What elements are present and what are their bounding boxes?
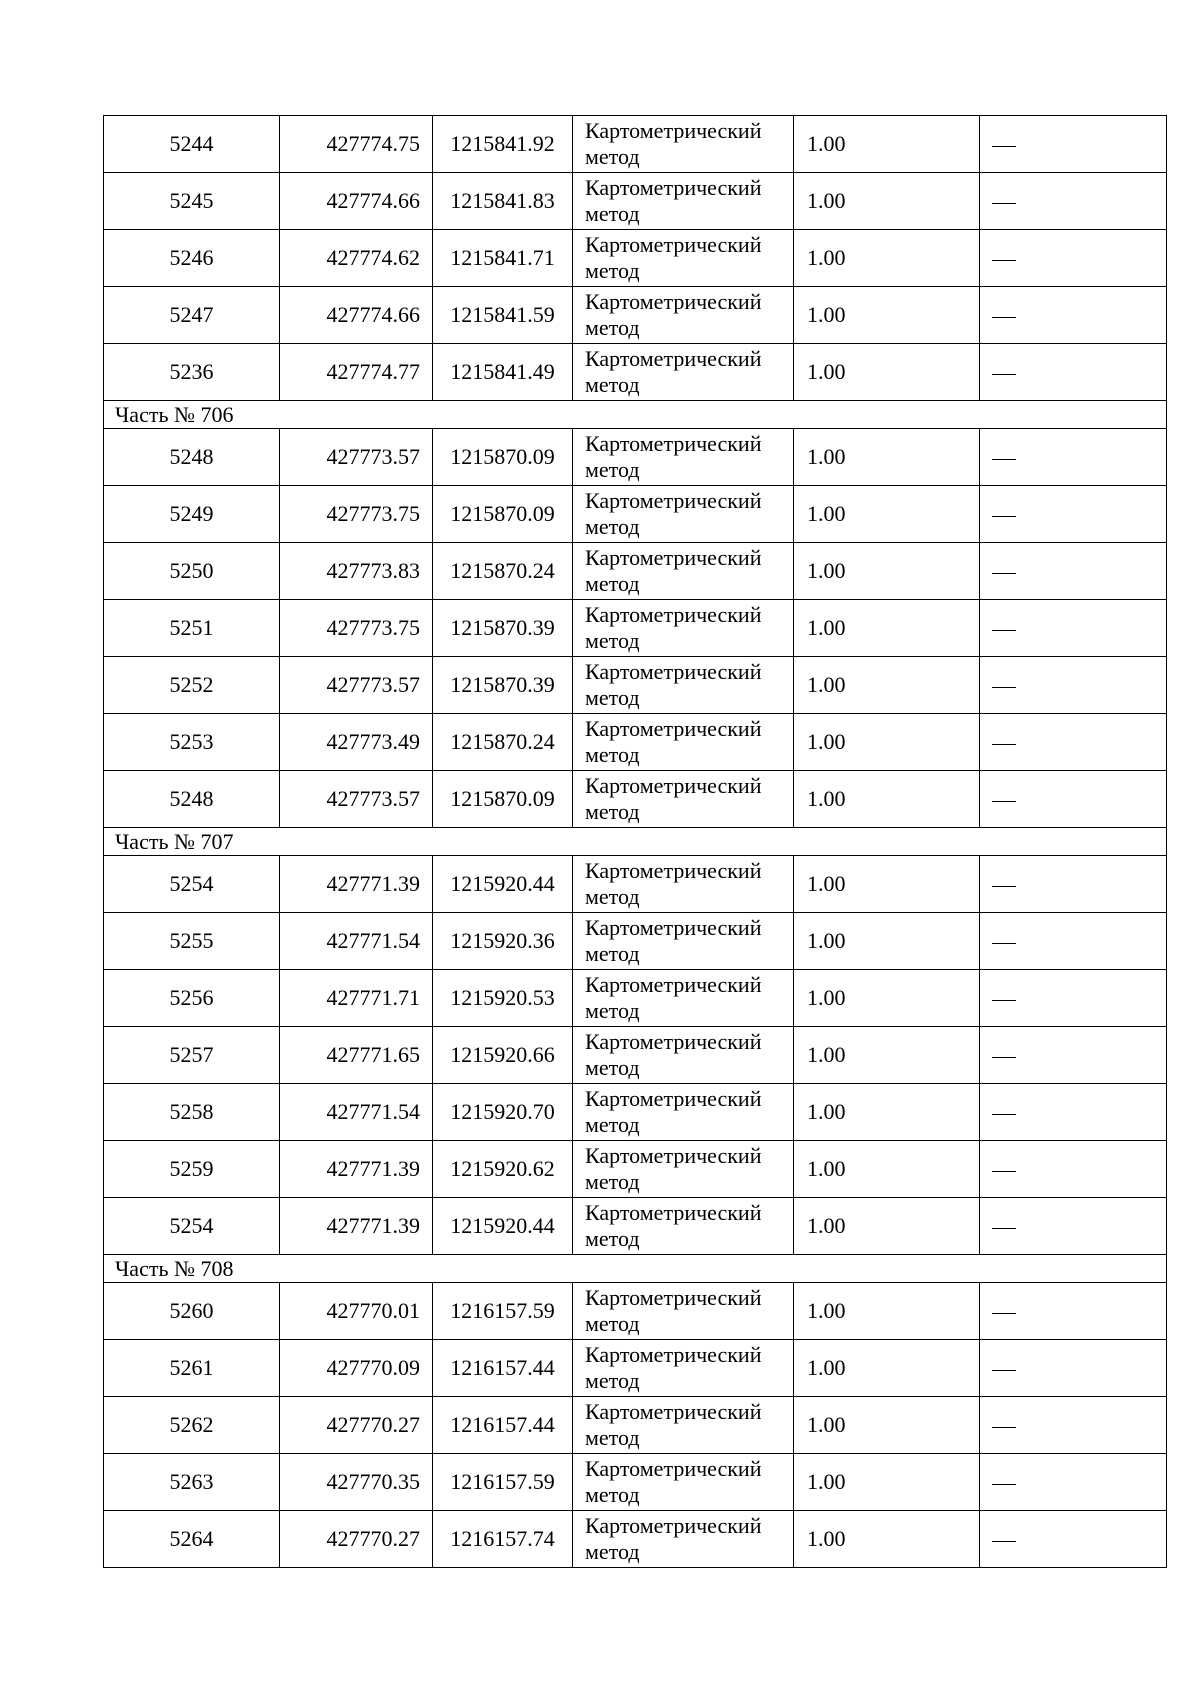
y-coordinate-cell: 1215920.66 bbox=[433, 1027, 573, 1084]
method-cell: Картометрический метод bbox=[573, 1027, 794, 1084]
method-cell: Картометрический метод bbox=[573, 657, 794, 714]
table-row bbox=[104, 543, 1167, 600]
y-coordinate-cell: 1215920.44 bbox=[433, 1198, 573, 1255]
x-coordinate-cell: 427773.57 bbox=[280, 771, 433, 828]
table-row bbox=[104, 1340, 1167, 1397]
accuracy-cell: 1.00 bbox=[794, 1084, 980, 1141]
method-cell: Картометрический метод bbox=[573, 543, 794, 600]
y-coordinate-cell: 1216157.44 bbox=[433, 1397, 573, 1454]
point-number-cell: 5244 bbox=[104, 116, 280, 173]
table-row bbox=[104, 600, 1167, 657]
method-cell: Картометрический метод bbox=[573, 970, 794, 1027]
method-cell: Картометрический метод bbox=[573, 856, 794, 913]
part-label: Часть № 708 bbox=[104, 1255, 1167, 1283]
method-cell: Картометрический метод bbox=[573, 1454, 794, 1511]
point-number-cell: 5254 bbox=[104, 1198, 280, 1255]
description-cell bbox=[980, 1283, 1167, 1340]
point-number-cell: 5262 bbox=[104, 1397, 280, 1454]
dash-mark bbox=[992, 260, 1016, 261]
description-cell bbox=[980, 1454, 1167, 1511]
accuracy-cell: 1.00 bbox=[794, 1283, 980, 1340]
description-cell bbox=[980, 1084, 1167, 1141]
description-cell bbox=[980, 714, 1167, 771]
dash-mark bbox=[992, 1370, 1016, 1371]
table-row bbox=[104, 173, 1167, 230]
point-number-cell: 5250 bbox=[104, 543, 280, 600]
dash-mark bbox=[992, 1228, 1016, 1229]
x-coordinate-cell: 427773.49 bbox=[280, 714, 433, 771]
y-coordinate-cell: 1215920.53 bbox=[433, 970, 573, 1027]
point-number-cell: 5245 bbox=[104, 173, 280, 230]
dash-mark bbox=[992, 1427, 1016, 1428]
point-number-cell: 5253 bbox=[104, 714, 280, 771]
x-coordinate-cell: 427770.35 bbox=[280, 1454, 433, 1511]
method-cell: Картометрический метод bbox=[573, 1511, 794, 1568]
dash-mark bbox=[992, 943, 1016, 944]
dash-mark bbox=[992, 744, 1016, 745]
accuracy-cell: 1.00 bbox=[794, 173, 980, 230]
y-coordinate-cell: 1215841.71 bbox=[433, 230, 573, 287]
description-cell bbox=[980, 1340, 1167, 1397]
dash-mark bbox=[992, 516, 1016, 517]
coordinates-table bbox=[103, 115, 1167, 1568]
y-coordinate-cell: 1216157.59 bbox=[433, 1454, 573, 1511]
x-coordinate-cell: 427773.75 bbox=[280, 600, 433, 657]
method-cell: Картометрический метод bbox=[573, 1340, 794, 1397]
point-number-cell: 5248 bbox=[104, 771, 280, 828]
method-cell: Картометрический метод bbox=[573, 1397, 794, 1454]
description-cell bbox=[980, 486, 1167, 543]
dash-mark bbox=[992, 317, 1016, 318]
table-row bbox=[104, 486, 1167, 543]
method-cell: Картометрический метод bbox=[573, 1084, 794, 1141]
accuracy-cell: 1.00 bbox=[794, 486, 980, 543]
y-coordinate-cell: 1215870.24 bbox=[433, 543, 573, 600]
x-coordinate-cell: 427771.39 bbox=[280, 856, 433, 913]
dash-mark bbox=[992, 1541, 1016, 1542]
point-number-cell: 5252 bbox=[104, 657, 280, 714]
dash-mark bbox=[992, 687, 1016, 688]
dash-mark bbox=[992, 1313, 1016, 1314]
accuracy-cell: 1.00 bbox=[794, 600, 980, 657]
table-row bbox=[104, 429, 1167, 486]
point-number-cell: 5254 bbox=[104, 856, 280, 913]
dash-mark bbox=[992, 801, 1016, 802]
method-cell: Картометрический метод bbox=[573, 116, 794, 173]
dash-mark bbox=[992, 459, 1016, 460]
x-coordinate-cell: 427774.66 bbox=[280, 173, 433, 230]
method-cell: Картометрический метод bbox=[573, 486, 794, 543]
description-cell bbox=[980, 1141, 1167, 1198]
dash-mark bbox=[992, 1484, 1016, 1485]
x-coordinate-cell: 427770.01 bbox=[280, 1283, 433, 1340]
method-cell: Картометрический метод bbox=[573, 344, 794, 401]
y-coordinate-cell: 1215870.09 bbox=[433, 429, 573, 486]
accuracy-cell: 1.00 bbox=[794, 771, 980, 828]
point-number-cell: 5248 bbox=[104, 429, 280, 486]
description-cell bbox=[980, 1198, 1167, 1255]
part-header-row bbox=[104, 828, 1167, 856]
table-row bbox=[104, 1511, 1167, 1568]
dash-mark bbox=[992, 374, 1016, 375]
dash-mark bbox=[992, 573, 1016, 574]
table-row bbox=[104, 771, 1167, 828]
y-coordinate-cell: 1215841.49 bbox=[433, 344, 573, 401]
table-row bbox=[104, 970, 1167, 1027]
y-coordinate-cell: 1215870.39 bbox=[433, 657, 573, 714]
description-cell bbox=[980, 657, 1167, 714]
y-coordinate-cell: 1216157.59 bbox=[433, 1283, 573, 1340]
point-number-cell: 5260 bbox=[104, 1283, 280, 1340]
y-coordinate-cell: 1215920.62 bbox=[433, 1141, 573, 1198]
dash-mark bbox=[992, 886, 1016, 887]
accuracy-cell: 1.00 bbox=[794, 543, 980, 600]
x-coordinate-cell: 427774.77 bbox=[280, 344, 433, 401]
method-cell: Картометрический метод bbox=[573, 287, 794, 344]
table-row bbox=[104, 714, 1167, 771]
table-row bbox=[104, 287, 1167, 344]
table-row bbox=[104, 1084, 1167, 1141]
part-header-row bbox=[104, 401, 1167, 429]
y-coordinate-cell: 1216157.74 bbox=[433, 1511, 573, 1568]
point-number-cell: 5261 bbox=[104, 1340, 280, 1397]
point-number-cell: 5256 bbox=[104, 970, 280, 1027]
dash-mark bbox=[992, 630, 1016, 631]
method-cell: Картометрический метод bbox=[573, 230, 794, 287]
description-cell bbox=[980, 429, 1167, 486]
x-coordinate-cell: 427771.54 bbox=[280, 913, 433, 970]
accuracy-cell: 1.00 bbox=[794, 913, 980, 970]
x-coordinate-cell: 427774.75 bbox=[280, 116, 433, 173]
accuracy-cell: 1.00 bbox=[794, 1141, 980, 1198]
x-coordinate-cell: 427771.54 bbox=[280, 1084, 433, 1141]
x-coordinate-cell: 427771.65 bbox=[280, 1027, 433, 1084]
method-cell: Картометрический метод bbox=[573, 429, 794, 486]
method-cell: Картометрический метод bbox=[573, 913, 794, 970]
point-number-cell: 5236 bbox=[104, 344, 280, 401]
description-cell bbox=[980, 230, 1167, 287]
dash-mark bbox=[992, 1171, 1016, 1172]
part-label: Часть № 706 bbox=[104, 401, 1167, 429]
method-cell: Картометрический метод bbox=[573, 173, 794, 230]
x-coordinate-cell: 427774.62 bbox=[280, 230, 433, 287]
table-row bbox=[104, 1198, 1167, 1255]
description-cell bbox=[980, 344, 1167, 401]
dash-mark bbox=[992, 1114, 1016, 1115]
table-row bbox=[104, 913, 1167, 970]
part-label: Часть № 707 bbox=[104, 828, 1167, 856]
part-header-row bbox=[104, 1255, 1167, 1283]
x-coordinate-cell: 427773.57 bbox=[280, 429, 433, 486]
y-coordinate-cell: 1215841.83 bbox=[433, 173, 573, 230]
accuracy-cell: 1.00 bbox=[794, 1198, 980, 1255]
method-cell: Картометрический метод bbox=[573, 771, 794, 828]
table-row bbox=[104, 230, 1167, 287]
x-coordinate-cell: 427773.75 bbox=[280, 486, 433, 543]
x-coordinate-cell: 427771.71 bbox=[280, 970, 433, 1027]
table-row bbox=[104, 657, 1167, 714]
x-coordinate-cell: 427770.27 bbox=[280, 1397, 433, 1454]
x-coordinate-cell: 427773.83 bbox=[280, 543, 433, 600]
point-number-cell: 5264 bbox=[104, 1511, 280, 1568]
point-number-cell: 5255 bbox=[104, 913, 280, 970]
y-coordinate-cell: 1215920.70 bbox=[433, 1084, 573, 1141]
description-cell bbox=[980, 1027, 1167, 1084]
accuracy-cell: 1.00 bbox=[794, 1511, 980, 1568]
point-number-cell: 5263 bbox=[104, 1454, 280, 1511]
y-coordinate-cell: 1215920.36 bbox=[433, 913, 573, 970]
point-number-cell: 5258 bbox=[104, 1084, 280, 1141]
accuracy-cell: 1.00 bbox=[794, 116, 980, 173]
y-coordinate-cell: 1215920.44 bbox=[433, 856, 573, 913]
x-coordinate-cell: 427771.39 bbox=[280, 1198, 433, 1255]
description-cell bbox=[980, 116, 1167, 173]
y-coordinate-cell: 1215870.24 bbox=[433, 714, 573, 771]
accuracy-cell: 1.00 bbox=[794, 970, 980, 1027]
description-cell bbox=[980, 1511, 1167, 1568]
y-coordinate-cell: 1215870.09 bbox=[433, 771, 573, 828]
table-row bbox=[104, 1397, 1167, 1454]
accuracy-cell: 1.00 bbox=[794, 856, 980, 913]
description-cell bbox=[980, 970, 1167, 1027]
accuracy-cell: 1.00 bbox=[794, 230, 980, 287]
dash-mark bbox=[992, 146, 1016, 147]
dash-mark bbox=[992, 203, 1016, 204]
point-number-cell: 5249 bbox=[104, 486, 280, 543]
point-number-cell: 5259 bbox=[104, 1141, 280, 1198]
method-cell: Картометрический метод bbox=[573, 1198, 794, 1255]
y-coordinate-cell: 1215841.59 bbox=[433, 287, 573, 344]
method-cell: Картометрический метод bbox=[573, 600, 794, 657]
accuracy-cell: 1.00 bbox=[794, 657, 980, 714]
dash-mark bbox=[992, 1057, 1016, 1058]
accuracy-cell: 1.00 bbox=[794, 1340, 980, 1397]
point-number-cell: 5247 bbox=[104, 287, 280, 344]
description-cell bbox=[980, 771, 1167, 828]
accuracy-cell: 1.00 bbox=[794, 344, 980, 401]
description-cell bbox=[980, 543, 1167, 600]
table-row bbox=[104, 1283, 1167, 1340]
description-cell bbox=[980, 287, 1167, 344]
description-cell bbox=[980, 600, 1167, 657]
dash-mark bbox=[992, 1000, 1016, 1001]
y-coordinate-cell: 1216157.44 bbox=[433, 1340, 573, 1397]
table-row bbox=[104, 856, 1167, 913]
accuracy-cell: 1.00 bbox=[794, 1027, 980, 1084]
x-coordinate-cell: 427773.57 bbox=[280, 657, 433, 714]
point-number-cell: 5246 bbox=[104, 230, 280, 287]
method-cell: Картометрический метод bbox=[573, 714, 794, 771]
table-row bbox=[104, 1141, 1167, 1198]
description-cell bbox=[980, 913, 1167, 970]
y-coordinate-cell: 1215870.09 bbox=[433, 486, 573, 543]
description-cell bbox=[980, 856, 1167, 913]
y-coordinate-cell: 1215841.92 bbox=[433, 116, 573, 173]
description-cell bbox=[980, 173, 1167, 230]
accuracy-cell: 1.00 bbox=[794, 1454, 980, 1511]
point-number-cell: 5251 bbox=[104, 600, 280, 657]
table-row bbox=[104, 344, 1167, 401]
description-cell bbox=[980, 1397, 1167, 1454]
accuracy-cell: 1.00 bbox=[794, 1397, 980, 1454]
x-coordinate-cell: 427771.39 bbox=[280, 1141, 433, 1198]
table-row bbox=[104, 1027, 1167, 1084]
point-number-cell: 5257 bbox=[104, 1027, 280, 1084]
accuracy-cell: 1.00 bbox=[794, 287, 980, 344]
accuracy-cell: 1.00 bbox=[794, 429, 980, 486]
coordinates-table-body bbox=[104, 116, 1167, 1568]
table-row bbox=[104, 116, 1167, 173]
x-coordinate-cell: 427774.66 bbox=[280, 287, 433, 344]
accuracy-cell: 1.00 bbox=[794, 714, 980, 771]
table-row bbox=[104, 1454, 1167, 1511]
y-coordinate-cell: 1215870.39 bbox=[433, 600, 573, 657]
method-cell: Картометрический метод bbox=[573, 1283, 794, 1340]
x-coordinate-cell: 427770.09 bbox=[280, 1340, 433, 1397]
x-coordinate-cell: 427770.27 bbox=[280, 1511, 433, 1568]
method-cell: Картометрический метод bbox=[573, 1141, 794, 1198]
